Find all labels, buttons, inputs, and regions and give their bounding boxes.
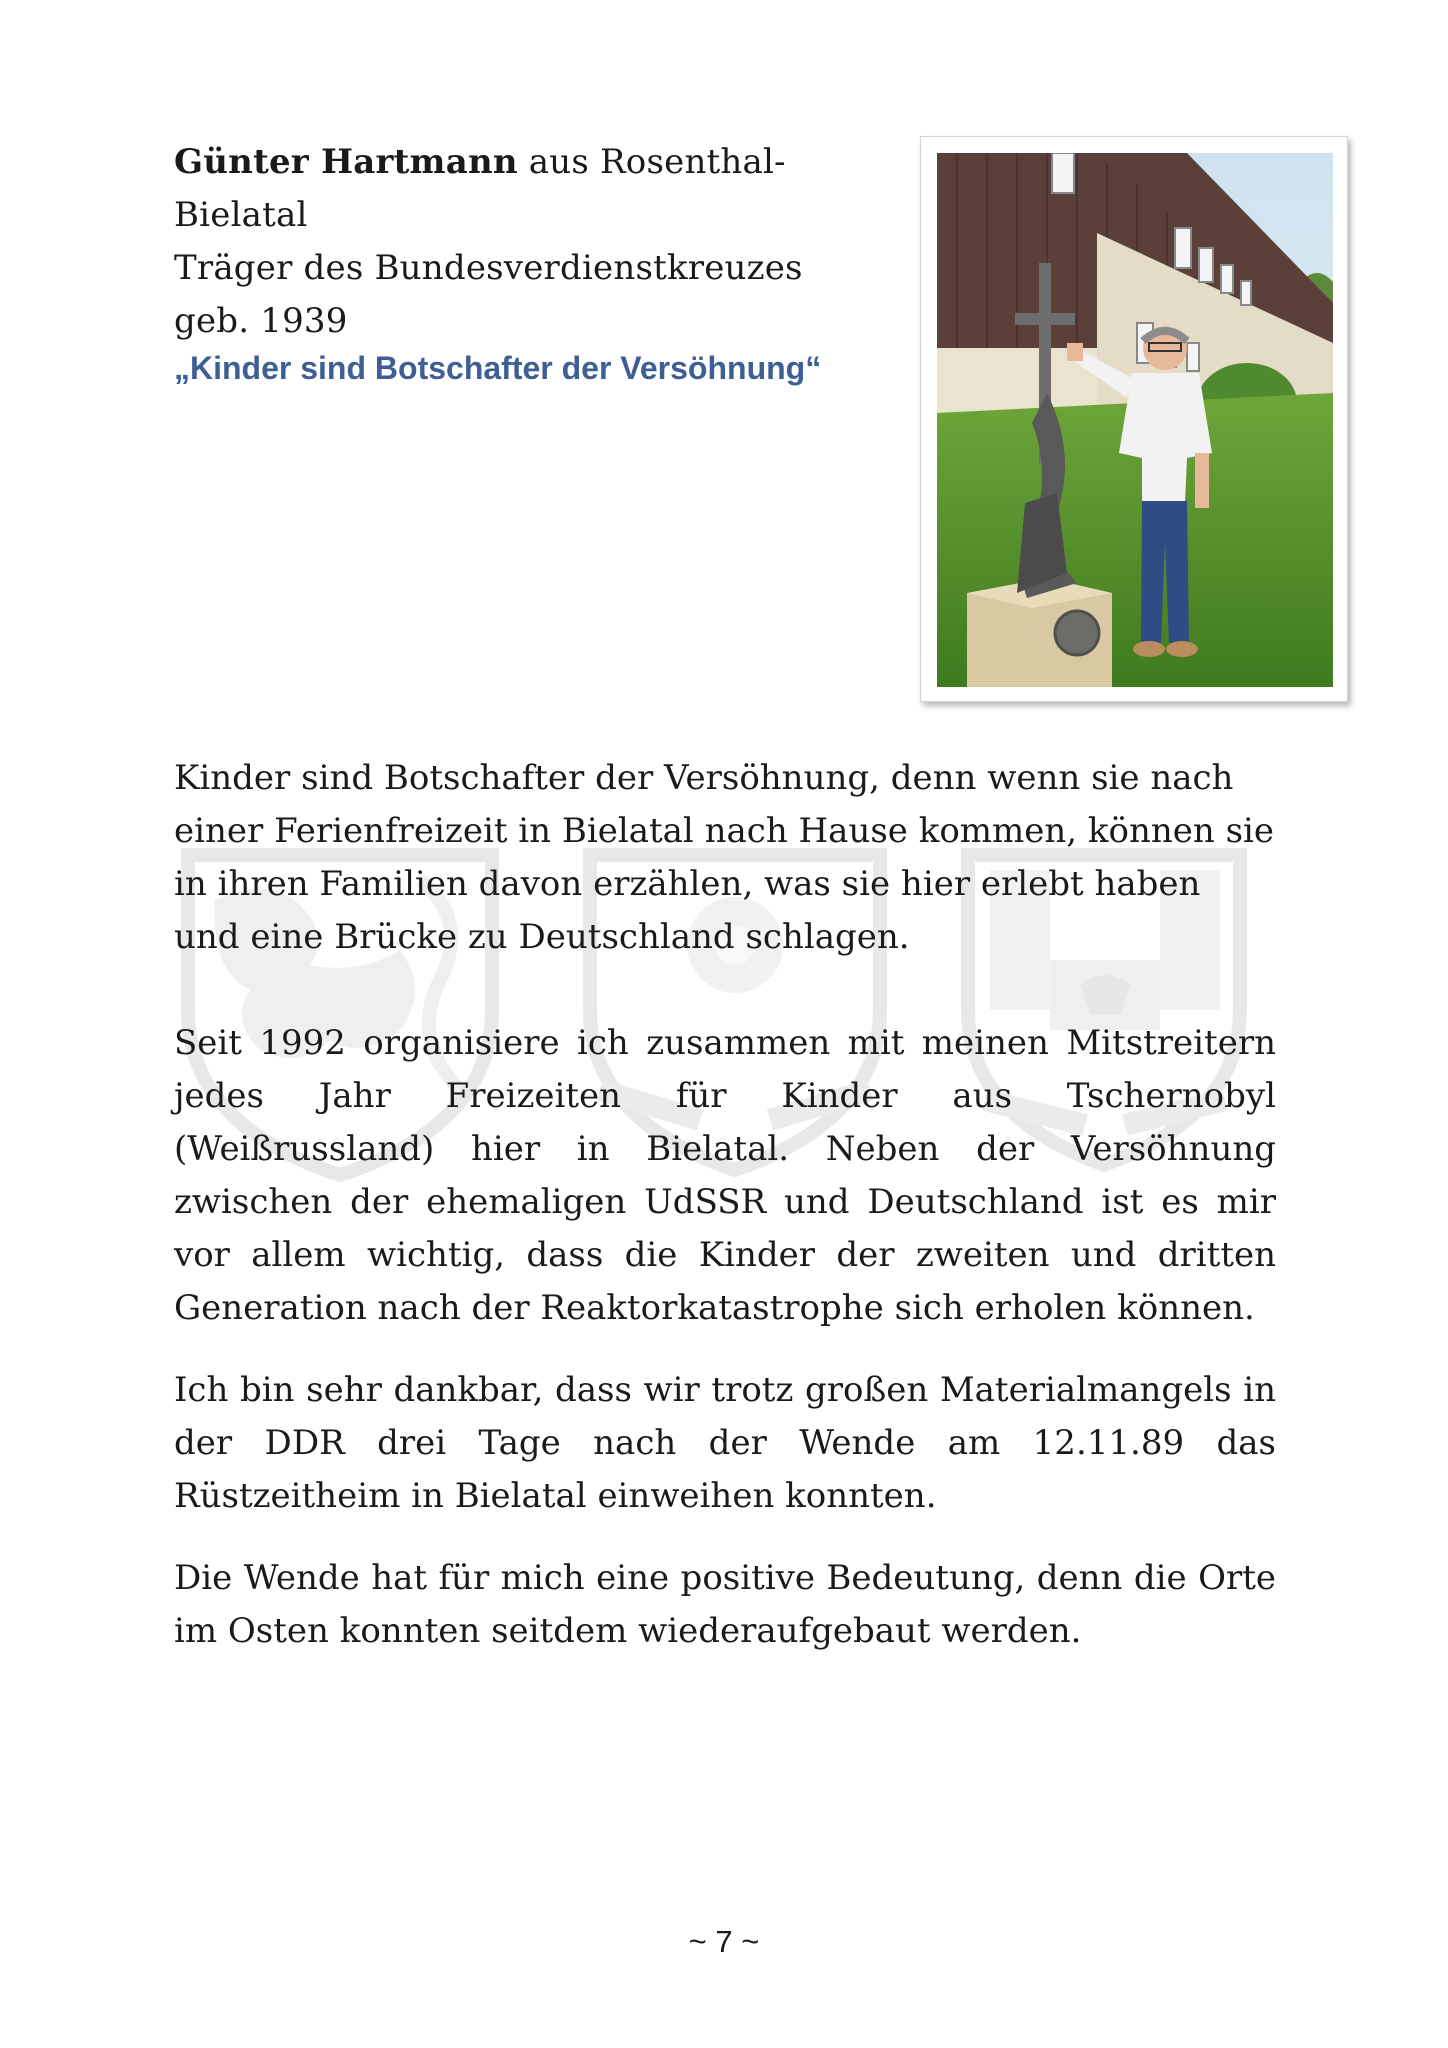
paragraph: Seit 1992 organisiere ich zusammen mit meinen Mitstreitern jedes Jahr Freizeiten für Kinder aus Tschernobyl (Weißrussland) hier in Bielatal. Neben der Versöhnung zwischen der ehemaligen UdSSR und Deutschland ist es mir vor allem wichtig, dass die Kinder der zweiten und dritten Generation nach der Reaktorkatastrophe sich erholen können. bbox=[174, 1023, 1276, 1328]
person-distinction: Träger des Bundesverdienstkreuzes bbox=[174, 248, 803, 288]
name-line bbox=[174, 136, 894, 242]
person-header bbox=[174, 136, 894, 348]
person-name: Günter Hartmann bbox=[174, 142, 518, 182]
paragraph: Die Wende hat für mich eine positive Bedeutung, denn die Orte im Osten konnten seitdem wiederaufgebaut werden. bbox=[174, 1558, 1276, 1651]
person-origin: aus Rosenthal-Bielatal bbox=[174, 142, 786, 235]
paragraph: Kinder sind Botschafter der Versöhnung, denn wenn sie nach einer Ferienfreizeit in Bielatal nach Hause kommen, können sie in ihren Familien davon erzählen, was sie hier erlebt haben und eine Brücke zu Deutschland schlagen. bbox=[174, 758, 1275, 957]
headline-quote: „Kinder sind Botschafter der Versöhnung“ bbox=[174, 350, 822, 386]
paragraph: Ich bin sehr dankbar, dass wir trotz großen Materialmangels in der DDR drei Tage nach der Wende am 12.11.89 das Rüstzeitheim in Bielatal einweihen konnten. bbox=[174, 1370, 1276, 1516]
body-text bbox=[174, 752, 1276, 1687]
person-birth-year: geb. 1939 bbox=[174, 301, 348, 341]
portrait-photo bbox=[920, 136, 1348, 702]
photo-image bbox=[937, 153, 1333, 687]
page-number: ~ 7 ~ bbox=[688, 1924, 760, 1959]
